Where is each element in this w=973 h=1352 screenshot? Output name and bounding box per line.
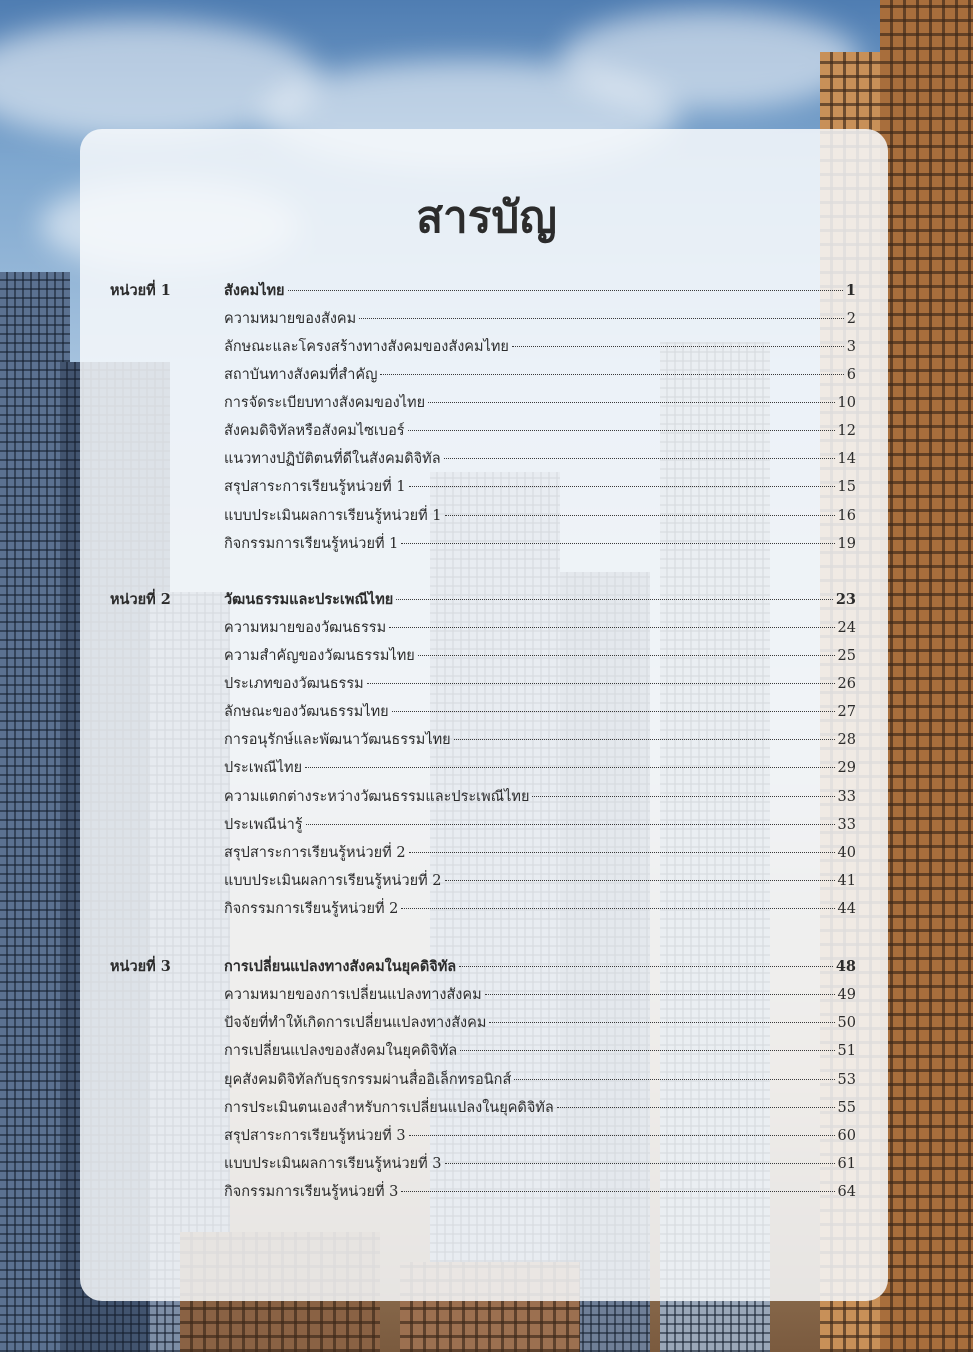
dot-leader [380,374,843,375]
unit-3-heading-row[interactable] [0,956,973,978]
dot-leader [389,627,834,628]
toc-row[interactable] [0,336,973,358]
toc-page-number: 48 [835,958,856,975]
toc-entry-title: ความหมายของวัฒนธรรม [224,620,387,636]
toc-page-number: 44 [837,901,856,917]
dot-leader [444,458,835,459]
toc-row[interactable] [0,1181,973,1203]
dot-leader [428,402,834,403]
toc-page-number: 49 [837,987,856,1003]
toc-row[interactable] [0,308,973,330]
toc-page-number: 24 [837,620,856,636]
dot-leader [288,290,843,291]
toc-page-number: 14 [837,451,856,467]
toc-page-number: 16 [837,508,856,524]
toc-page-number: 61 [837,1156,856,1172]
toc-page-number: 55 [837,1100,856,1116]
toc-row[interactable] [0,533,973,555]
dot-leader [445,880,835,881]
toc-entry-title: ประเพณีน่ารู้ [224,817,303,833]
unit-label: หน่วยที่ 3 [110,958,171,975]
toc-row[interactable] [0,673,973,695]
toc-entry-title: แบบประเมินผลการเรียนรู้หน่วยที่ 3 [224,1156,442,1172]
page-title: สารบัญ [416,192,557,243]
toc-page-number: 2 [846,311,856,327]
dot-leader [445,1163,835,1164]
dot-leader [512,346,844,347]
toc-entry-title: สรุปสาระการเรียนรู้หน่วยที่ 3 [224,1128,406,1144]
toc-row[interactable] [0,842,973,864]
toc-page-number: 27 [837,704,856,720]
toc-entry-title: ความหมายของการเปลี่ยนแปลงทางสังคม [224,987,482,1003]
toc-entry-title: ลักษณะของวัฒนธรรมไทย [224,704,389,720]
toc-page-number: 33 [837,817,856,833]
toc-row[interactable] [0,814,973,836]
toc-row[interactable] [0,757,973,779]
toc-page-number: 29 [837,760,856,776]
dot-leader [401,543,834,544]
toc-entry-title: การประเมินตนเองสำหรับการเปลี่ยนแปลงในยุคดิจิทัล [224,1100,554,1116]
toc-entry-title: กิจกรรมการเรียนรู้หน่วยที่ 2 [224,901,399,917]
toc-entry-title: การเปลี่ยนแปลงทางสังคมในยุคดิจิทัล [224,958,457,975]
toc-row[interactable] [0,786,973,808]
toc-page-number: 51 [837,1043,856,1059]
dot-leader [305,767,834,768]
dot-leader [409,1135,835,1136]
toc-row[interactable] [0,645,973,667]
toc-row[interactable] [0,1012,973,1034]
toc-page-number: 26 [837,676,856,692]
dot-leader [367,683,835,684]
toc-entry-title: สังคมไทย [224,282,285,299]
toc-entry-title: การอนุรักษ์และพัฒนาวัฒนธรรมไทย [224,732,451,748]
dot-leader [409,852,835,853]
toc-row[interactable] [0,448,973,470]
toc-row[interactable] [0,701,973,723]
toc-entry-title: ประเพณีไทย [224,760,303,776]
toc-entry-title: สถาบันทางสังคมที่สำคัญ [224,367,378,383]
toc-entry-title: กิจกรรมการเรียนรู้หน่วยที่ 1 [224,536,399,552]
unit-2-heading-row[interactable] [0,589,973,611]
toc-page-number: 50 [837,1015,856,1031]
toc-row[interactable] [0,1069,973,1091]
dot-leader [445,515,835,516]
unit-label: หน่วยที่ 2 [110,591,171,608]
toc-row[interactable] [0,1040,973,1062]
toc-entry-title: วัฒนธรรมและประเพณีไทย [224,591,394,608]
dot-leader [454,739,835,740]
toc-entry-title: การเปลี่ยนแปลงของสังคมในยุคดิจิทัล [224,1043,458,1059]
toc-row[interactable] [0,984,973,1006]
dot-leader [409,486,835,487]
dot-leader [459,966,833,967]
toc-row[interactable] [0,617,973,639]
toc-row[interactable] [0,420,973,442]
toc-row[interactable] [0,364,973,386]
toc-page-number: 15 [837,479,856,495]
unit-label: หน่วยที่ 1 [110,282,171,299]
toc-entry-title: แบบประเมินผลการเรียนรู้หน่วยที่ 2 [224,873,442,889]
toc-page-number: 12 [837,423,856,439]
dot-leader [306,824,835,825]
toc-page-number: 28 [837,732,856,748]
dot-leader [396,599,833,600]
toc-row[interactable] [0,1125,973,1147]
toc-row[interactable] [0,1097,973,1119]
toc-row[interactable] [0,898,973,920]
toc-entry-title: แบบประเมินผลการเรียนรู้หน่วยที่ 1 [224,508,442,524]
toc-entry-title: ยุคสังคมดิจิทัลกับธุรกรรมผ่านสื่ออิเล็กทรอนิกส์ [224,1072,512,1088]
toc-entry-title: ความสำคัญของวัฒนธรรมไทย [224,648,415,664]
toc-entry-title: กิจกรรมการเรียนรู้หน่วยที่ 3 [224,1184,399,1200]
toc-page-number: 3 [846,339,856,355]
toc-page-number: 25 [837,648,856,664]
toc-row[interactable] [0,392,973,414]
toc-page-number: 6 [846,367,856,383]
dot-leader [408,430,835,431]
toc-page-number: 33 [837,789,856,805]
toc-entry-title: การจัดระเบียบทางสังคมของไทย [224,395,426,411]
dot-leader [485,994,835,995]
toc-row[interactable] [0,505,973,527]
dot-leader [532,796,834,797]
toc-entry-title: ความแตกต่างระหว่างวัฒนธรรมและประเพณีไทย [224,789,530,805]
toc-entry-title: แนวทางปฏิบัติตนที่ดีในสังคมดิจิทัล [224,451,441,467]
toc-entry-title: สรุปสาระการเรียนรู้หน่วยที่ 1 [224,479,406,495]
toc-row[interactable] [0,870,973,892]
toc-page-number: 53 [837,1072,856,1088]
toc-page-number: 64 [837,1184,856,1200]
toc-page-number: 1 [845,282,856,299]
toc-row[interactable] [0,1153,973,1175]
toc-entry-title: ความหมายของสังคม [224,311,357,327]
toc-row[interactable] [0,476,973,498]
toc-page-number: 19 [837,536,856,552]
dot-leader [557,1107,835,1108]
toc-page-number: 41 [837,873,856,889]
unit-1-heading-row[interactable] [0,280,973,302]
dot-leader [401,908,834,909]
dot-leader [401,1191,834,1192]
toc-page-number: 60 [837,1128,856,1144]
dot-leader [392,711,835,712]
dot-leader [489,1022,834,1023]
toc-entry-title: สรุปสาระการเรียนรู้หน่วยที่ 2 [224,845,406,861]
dot-leader [359,318,844,319]
toc-entry-title: ประเภทของวัฒนธรรม [224,676,364,692]
toc-page-number: 10 [837,395,856,411]
dot-leader [460,1050,834,1051]
toc-entry-title: ลักษณะและโครงสร้างทางสังคมของสังคมไทย [224,339,509,355]
toc-page-number: 23 [835,591,856,608]
dot-leader [418,655,835,656]
toc-page-number: 40 [837,845,856,861]
toc-row[interactable] [0,729,973,751]
toc-entry-title: ปัจจัยที่ทำให้เกิดการเปลี่ยนแปลงทางสังคม [224,1015,487,1031]
toc-entry-title: สังคมดิจิทัลหรือสังคมไซเบอร์ [224,423,405,439]
dot-leader [514,1079,834,1080]
